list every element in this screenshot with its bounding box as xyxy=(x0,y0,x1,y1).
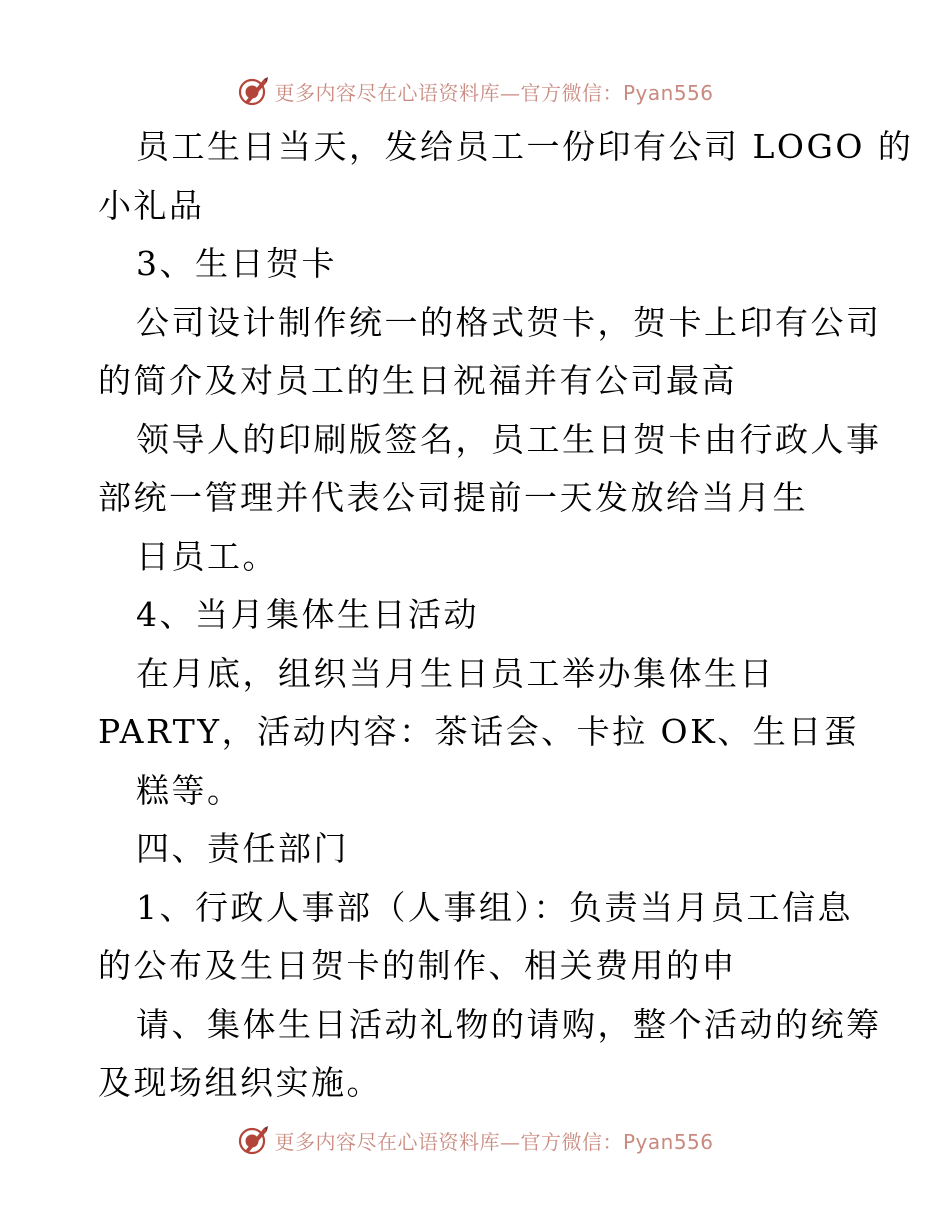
text-line: 部统一管理并代表公司提前一天发放给当月生 xyxy=(98,478,808,517)
footer-banner-account: Pyan556 xyxy=(622,1129,714,1154)
section-heading: 4、当月集体生日活动 xyxy=(136,595,479,634)
text-line: 及现场组织实施。 xyxy=(98,1063,382,1102)
text-line: 在月底，组织当月生日员工举办集体生日 xyxy=(136,653,775,693)
header-banner-text: 更多内容尽在心语资料库—官方微信：Pyan556 xyxy=(274,80,714,105)
text-line: 请、集体生日活动礼物的请购，整个活动的统筹 xyxy=(136,1004,882,1044)
text-line: PARTY，活动内容：茶话会、卡拉 OK、生日蛋 xyxy=(98,712,860,751)
text-line: 的简介及对员工的生日祝福并有公司最高 xyxy=(98,361,737,400)
header-banner xyxy=(0,71,950,111)
pen-logo-icon xyxy=(236,1123,270,1157)
header-banner-account: Pyan556 xyxy=(622,80,714,105)
pen-logo-icon xyxy=(236,74,270,108)
footer-banner-text: 更多内容尽在心语资料库—官方微信：Pyan556 xyxy=(274,1129,714,1154)
document-body xyxy=(98,118,914,1113)
text-line: 的公布及生日贺卡的制作、相关费用的申 xyxy=(98,946,737,985)
text-line: 领导人的印刷版签名，员工生日贺卡由行政人事 xyxy=(136,419,882,459)
text-line: 公司设计制作统一的格式贺卡，贺卡上印有公司 xyxy=(136,302,882,342)
text-line: 日员工。 xyxy=(136,536,278,576)
text-line: 小礼品 xyxy=(98,185,205,225)
section-heading: 3、生日贺卡 xyxy=(136,244,337,283)
text-line: 1、行政人事部（人事组）：负责当月员工信息 xyxy=(136,887,853,927)
text-line: 员工生日当天，发给员工一份印有公司 LOGO 的 xyxy=(136,127,914,166)
text-line: 糕等。 xyxy=(136,770,243,810)
section-heading: 四、责任部门 xyxy=(136,829,349,868)
footer-banner xyxy=(0,1120,950,1160)
